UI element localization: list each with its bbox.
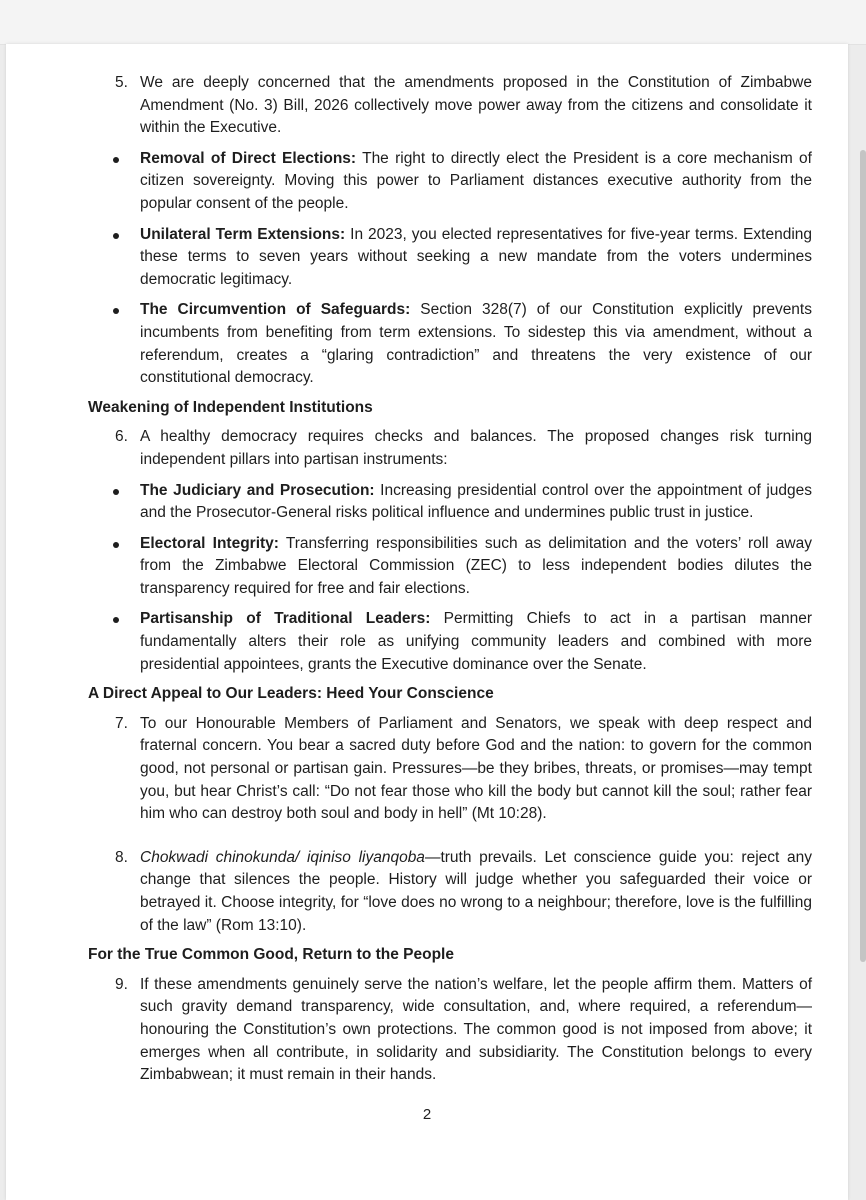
bullet-title: Partisanship of Traditional Leaders: [140,610,431,628]
bullet-text: Section 328(7) of our Constitution explicitly prevents incumbents from benefiting from term extensions. To sidestep this via amendment, without a referendum, creates a “glaring contradiction” and threatens the very existence of our constitutional democracy. [140,301,812,387]
bullet-icon [113,157,119,163]
paragraph-6 [88,426,812,471]
bullet-icon [113,542,119,548]
page-number: 2 [422,1106,432,1123]
bullet-title: The Circumvention of Safeguards: [140,301,411,319]
bullet-removal-of-direct-elections [88,148,812,216]
bullet-text: Permitting Chiefs to act in a partisan manner fundamentally alters their role as unifying community leaders and combined with more presidential appointees, grants the Executive dominance over the Senate. [140,610,812,673]
paragraph-7 [88,713,812,826]
bullet-icon [113,617,119,623]
bullet-circumvention-of-safeguards [88,299,812,389]
bullet-title: Unilateral Term Extensions: [140,225,346,243]
section-heading-appeal: A Direct Appeal to Our Leaders: Heed Your Conscience [88,685,494,703]
bullet-text: Increasing presidential control over the appointment of judges and the Prosecutor-General risks political influence and undermines public trust in justice. [140,481,812,522]
paragraph-text: —truth prevails. Let conscience guide you: reject any change that silences the people. History will judge whether you safeguarded their voice or betrayed it. Choose integrity, for “love does no wrong to a neighbour; therefore, love is the fulfilling of the law” (Rom 13:10). [140,848,812,934]
bullet-title: Removal of Direct Elections: [140,149,357,167]
paragraph-italic-phrase: Chokwadi chinokunda/ iqiniso liyanqoba [140,848,425,866]
section-heading-common-good: For the True Common Good, Return to the People [88,946,454,964]
paragraph-9 [88,974,812,1087]
paragraph-5 [88,72,812,140]
paragraph-text: We are deeply concerned that the amendments proposed in the Constitution of Zimbabwe Amendment (No. 3) Bill, 2026 collectively move power away from the citizens and consolidate it within the Executive. [140,74,812,137]
bullet-icon [113,233,119,239]
vertical-scrollbar[interactable] [860,150,866,962]
paragraph-number: 9. [115,975,128,993]
paragraph-8 [88,847,812,937]
bullet-electoral-integrity [88,533,812,601]
paragraph-number: 8. [115,848,128,866]
paragraph-number: 7. [115,714,128,732]
document-body [88,72,812,1087]
bullet-text: In 2023, you elected representatives for five-year terms. Extending these terms to seven years without seeking a new mandate from the voters undermines democratic legitimacy. [140,225,813,288]
bullet-partisanship-of-traditional-leaders [88,608,812,676]
paragraph-text: If these amendments genuinely serve the nation’s welfare, let the people affirm them. Matters of such gravity demand transparency, wide consultation, and, where required, a referendum—honouring the Constitution’s own protections. The common good is not imposed from above; it emerges when all contribute, in solidarity and subsidiarity. The Constitution belongs to every Zimbabwean; it must remain in their hands. [140,975,812,1084]
bullet-judiciary-and-prosecution [88,480,812,525]
section-heading-institutions: Weakening of Independent Institutions [88,398,373,416]
viewer-toolbar [0,0,866,45]
bullet-text: The right to directly elect the President is a core mechanism of citizen sovereignty. Moving this power to Parliament distances executive authority from the popular consent of the people. [140,149,812,212]
bullet-unilateral-term-extensions [88,224,812,292]
bullet-title: Electoral Integrity: [140,534,279,552]
paragraph-number: 6. [115,428,128,446]
bullet-text: Transferring responsibilities such as delimitation and the voters’ roll away from the Zimbabwe Electoral Commission (ZEC) to less independent bodies dilutes the transparency required for free and fair elections. [140,534,812,597]
bullet-title: The Judiciary and Prosecution: [140,481,375,499]
bullet-icon [113,489,119,495]
paragraph-text: A healthy democracy requires checks and balances. The proposed changes risk turning independent pillars into partisan instruments: [140,428,812,468]
bullet-icon [113,308,119,314]
paragraph-number: 5. [115,74,128,91]
document-page [6,44,848,1200]
paragraph-text: To our Honourable Members of Parliament and Senators, we speak with deep respect and fraternal concern. You bear a sacred duty before God and the nation: to govern for the common good, not personal or partisan gain. Pressures—be they bribes, threats, or promises—may tempt you, but hear Christ’s call: “Do not fear those who kill the body but cannot kill the soul; rather fear him who can destroy both soul and body in hell” (Mt 10:28). [140,714,812,823]
